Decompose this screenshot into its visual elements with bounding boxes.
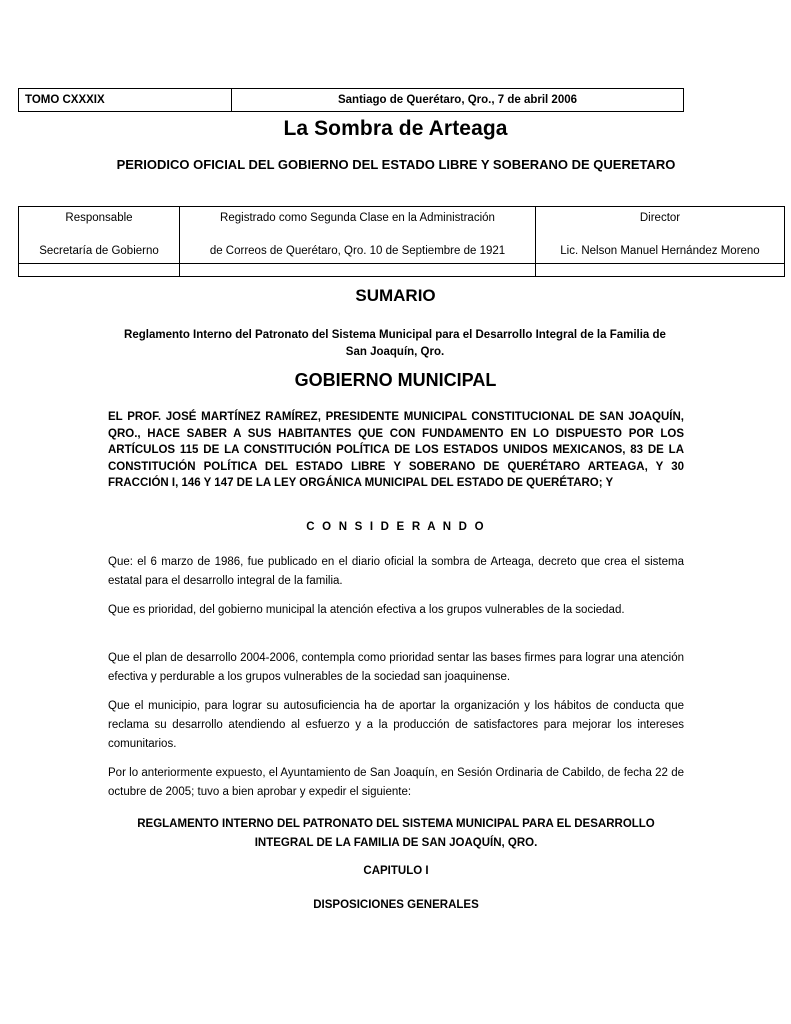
considerando-paragraph: Que es prioridad, del gobierno municipal la atención efectiva a los grupos vulnerables de la sociedad.	[108, 604, 625, 616]
credits-blank-cell-1	[19, 264, 180, 277]
credits-value-director: Lic. Nelson Manuel Hernández Moreno	[560, 245, 760, 257]
credits-header-registro: Registrado como Segunda Clase en la Administración	[220, 212, 495, 224]
credits-table	[18, 206, 785, 277]
credits-cell-registro	[180, 207, 536, 264]
masthead-place-date: Santiago de Querétaro, Qro., 7 de abril 2006	[232, 89, 684, 112]
credits-header-responsable: Responsable	[65, 212, 133, 224]
reglamento-title: REGLAMENTO INTERNO DEL PATRONATO DEL SISTEMA MUNICIPAL PARA EL DESARROLLO INTEGRAL DE LA FAMILIA DE SAN JOAQUÍN, QRO.	[137, 818, 655, 849]
considerando-paragraph: Que el municipio, para lograr su autosuficiencia ha de aportar la organización y los hábitos de conducta que reclama su desarrollo atendiendo al esfuerzo y a la producción de satisfactores para mejorar los intereses comunitarios.	[108, 700, 684, 750]
publication-title: La Sombra de Arteaga	[283, 117, 508, 140]
credits-cell-responsable	[19, 207, 180, 264]
credits-blank-row	[19, 264, 785, 277]
considerando-paragraph: Por lo anteriormente expuesto, el Ayuntamiento de San Joaquín, en Sesión Ordinaria de Cabildo, de fecha 22 de octubre de 2005; tuvo a bien aprobar y expedir el siguiente:	[108, 767, 684, 798]
sumario-heading: SUMARIO	[355, 286, 436, 305]
masthead-table	[18, 88, 684, 112]
credits-value-responsable: Secretaría de Gobierno	[39, 245, 159, 257]
credits-blank-cell-2	[180, 264, 536, 277]
section-heading-gobierno-municipal: GOBIERNO MUNICIPAL	[294, 370, 497, 390]
masthead-row	[19, 89, 684, 112]
considerando-paragraph: Que el plan de desarrollo 2004-2006, contempla como prioridad sentar las bases firmes para lograr una atención efectiva y perdurable a los grupos vulnerables de la sociedad san joaquinense.	[108, 652, 684, 683]
credits-header-director: Director	[639, 212, 681, 224]
credits-cell-director	[536, 207, 785, 264]
considerando-paragraph: Que: el 6 marzo de 1986, fue publicado en el diario oficial la sombra de Arteaga, decreto que crea el sistema estatal para el desarrollo integral de la familia.	[108, 556, 684, 587]
credits-blank-cell-3	[536, 264, 785, 277]
masthead-volume: TOMO CXXXIX	[19, 89, 232, 112]
sumario-entry: Reglamento Interno del Patronato del Sistema Municipal para el Desarrollo Integral de la Familia de San Joaquín, Qro.	[124, 329, 666, 358]
capitulo-heading: CAPITULO I	[363, 865, 429, 877]
capitulo-subtitle: DISPOSICIONES GENERALES	[313, 899, 479, 911]
considerando-heading: C O N S I D E R A N D O	[306, 521, 486, 533]
credits-value-registro: de Correos de Querétaro, Qro. 10 de Septiembre de 1921	[209, 245, 506, 257]
preamble-paragraph: EL PROF. JOSÉ MARTÍNEZ RAMÍREZ, PRESIDENTE MUNICIPAL CONSTITUCIONAL DE SAN JOAQUÍN, QRO., HACE SABER A SUS HABITANTES QUE CON FUNDAMENTO EN LO DISPUESTO POR LOS ARTÍCULOS 115 DE LA CONSTITUCIÓN POLÍTICA DE LOS ESTADOS UNIDOS MEXICANOS, 83 DE LA CONSTITUCIÓN POLÍTICA DEL ESTADO LIBRE Y SOBERANO DE QUERÉTARO ARTEAGA, Y 30 FRACCIÓN I, 146 Y 147 DE LA LEY ORGÁNICA MUNICIPAL DEL ESTADO DE QUERÉTARO; Y	[108, 411, 684, 489]
publication-subtitle: PERIODICO OFICIAL DEL GOBIERNO DEL ESTADO LIBRE Y SOBERANO DE QUERETARO	[116, 157, 676, 172]
credits-row	[19, 207, 785, 264]
